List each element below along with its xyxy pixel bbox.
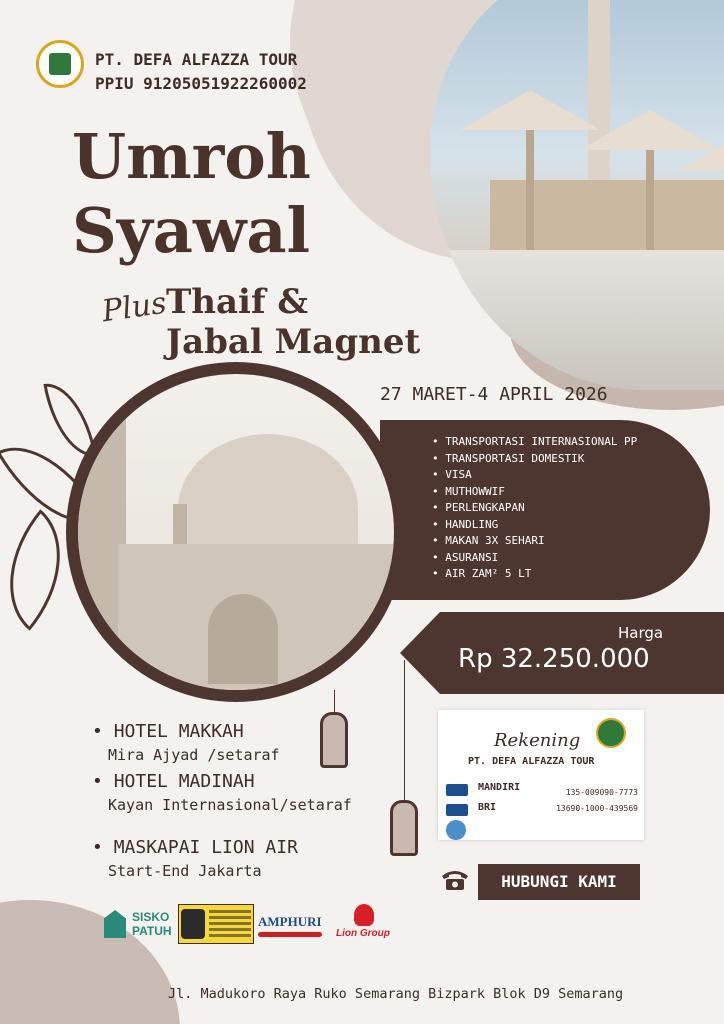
inclusions-list <box>432 434 637 583</box>
price-label: Harga <box>618 624 664 642</box>
hotel-madinah <box>92 770 352 816</box>
globe-icon <box>446 820 466 840</box>
office-address: Jl. Madukoro Raya Ruko Semarang Bizpark Blok D9 Semarang <box>168 986 624 1002</box>
umbrella-pole <box>526 130 534 260</box>
inclusion-item: • TRANSPORTASI INTERNASIONAL PP <box>432 434 637 451</box>
sisko-text: SISKO PATUH <box>132 910 172 938</box>
hotel-makkah <box>92 720 280 766</box>
hotel-sub: Mira Ajyad /setaraf <box>108 746 280 764</box>
inclusions-panel <box>380 420 710 600</box>
bri-logo-icon <box>446 804 468 816</box>
inclusion-item: • HANDLING <box>432 517 637 534</box>
contact-us-button[interactable]: HUBUNGI KAMI <box>478 864 640 900</box>
price-value: Rp 32.250.000 <box>458 644 650 674</box>
inclusion-item: • MUTHOWWIF <box>432 484 637 501</box>
lion-mark-icon <box>354 904 374 926</box>
bank-row-bri <box>446 802 638 818</box>
inclusion-item: • PERLENGKAPAN <box>432 500 637 517</box>
company-name: PT. DEFA ALFAZZA TOUR <box>95 50 298 69</box>
subtitle <box>166 282 420 362</box>
bank-row-mandiri <box>446 782 638 798</box>
bank-account-card <box>438 710 644 840</box>
bank-account-number: 13690-1000-439569 <box>556 804 638 813</box>
lantern-string <box>334 690 335 712</box>
five-pasti-mark-icon <box>181 909 205 939</box>
courtyard <box>430 250 724 390</box>
company-logo <box>36 40 84 88</box>
sisko-patuh-logo <box>104 904 174 944</box>
page-title <box>72 120 311 268</box>
ppiu-number: PPIU 91205051922260002 <box>95 74 307 93</box>
lantern-icon <box>390 800 418 856</box>
lantern-icon <box>320 712 348 768</box>
amphuri-logo <box>258 904 324 944</box>
mandiri-logo-icon <box>446 784 468 796</box>
travel-dates: 27 MARET-4 APRIL 2026 <box>380 384 608 405</box>
company-header <box>95 48 307 96</box>
bank-name: BRI <box>478 802 497 813</box>
rekening-title: Rekening <box>494 730 581 751</box>
company-logo-small <box>596 718 626 748</box>
umbrella-canopy <box>460 90 600 130</box>
inclusion-item: • AIR ZAM² 5 LT <box>432 566 637 583</box>
subtitle-line-1: Thaif & <box>166 282 309 322</box>
rekening-company: PT. DEFA ALFAZZA TOUR <box>468 756 595 767</box>
bank-account-number: 135-009090-7773 <box>565 788 638 797</box>
amphuri-text: AMPHURI <box>258 914 322 929</box>
taj-arch <box>208 594 278 684</box>
airline-sub: Start-End Jakarta <box>108 862 262 880</box>
hotel-heading: • HOTEL MADINAH <box>92 770 352 794</box>
logo-mark <box>49 53 71 75</box>
five-pasti-lines <box>209 910 251 938</box>
amphuri-underline <box>258 932 322 937</box>
sisko-mark-icon <box>104 910 126 938</box>
airline <box>92 836 298 882</box>
hotel-heading: • HOTEL MAKKAH <box>92 720 280 744</box>
umbrella-canopy <box>680 130 724 170</box>
five-pasti-logo <box>178 904 254 944</box>
taj-mahal-photo <box>78 374 394 690</box>
title-line-2: Syawal <box>72 194 311 267</box>
airline-heading: • MASKAPAI LION AIR <box>92 836 298 860</box>
telephone-icon <box>440 868 470 892</box>
subtitle-line-2: Jabal Magnet <box>166 322 421 362</box>
inclusion-item: • TRANSPORTASI DOMESTIK <box>432 451 637 468</box>
lantern-string <box>404 660 405 800</box>
inclusion-item: • ASURANSI <box>432 550 637 567</box>
hotel-sub: Kayan Internasional/setaraf <box>108 796 352 814</box>
inclusion-item: • MAKAN 3X SEHARI <box>432 533 637 550</box>
bank-name: MANDIRI <box>478 782 521 793</box>
umbrella-pole <box>646 150 654 260</box>
plus-label: Plus <box>99 285 169 330</box>
inclusion-item: • VISA <box>432 467 637 484</box>
madinah-mosque-photo <box>430 0 724 390</box>
title-line-1: Umroh <box>72 120 311 193</box>
lion-text: Lion Group <box>336 928 390 939</box>
lion-group-logo <box>336 904 392 944</box>
